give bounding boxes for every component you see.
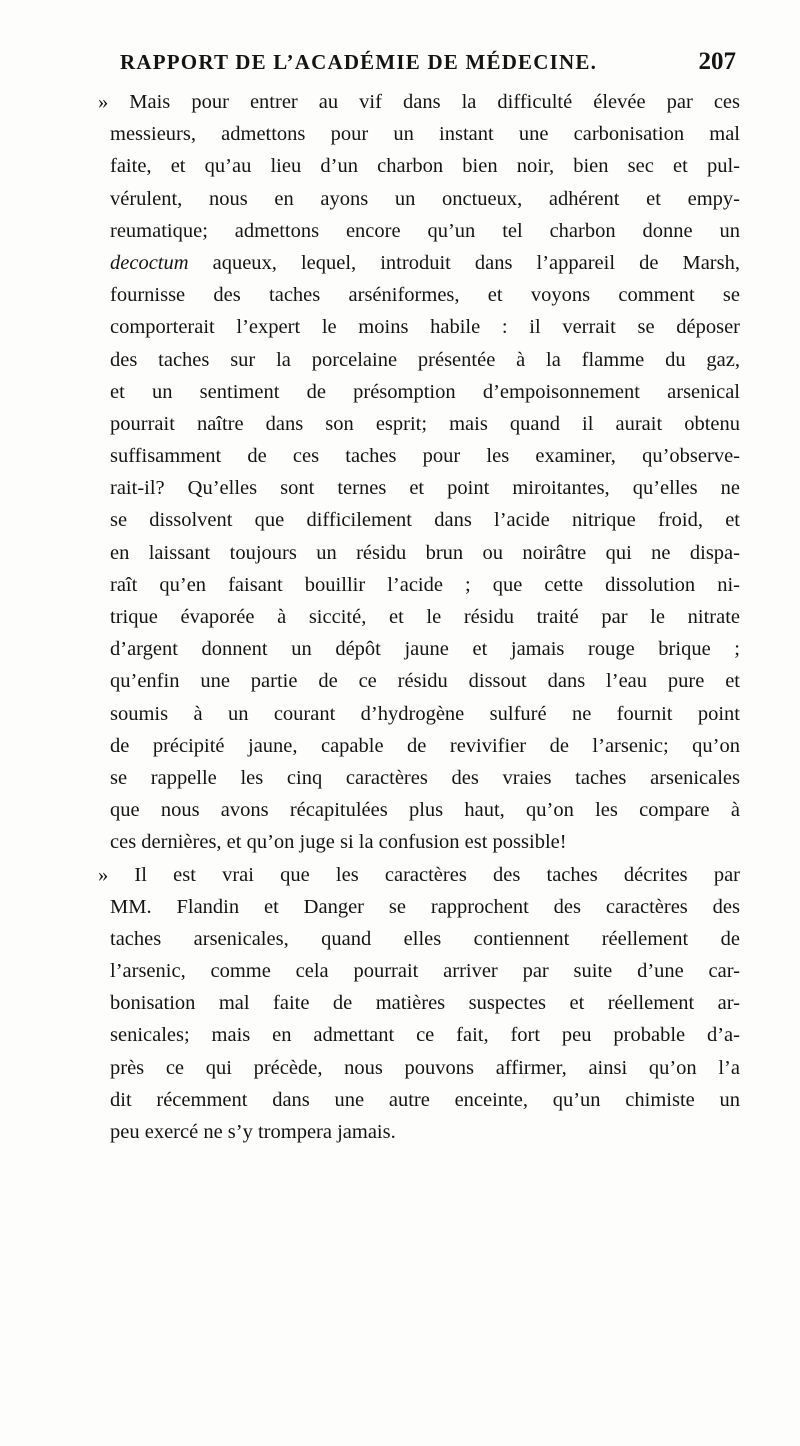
text-line: decoctum aqueux, lequel, introduit dans l’appareil de Marsh, — [110, 251, 740, 274]
text-line: vérulent, nous en ayons un onctueux, adhérent et empy- — [110, 187, 740, 210]
text-line: trique évaporée à siccité, et le résidu traité par le nitrate — [110, 606, 740, 628]
paragraph-2 — [90, 859, 740, 1149]
text-line: » Mais pour entrer au vif dans la difficulté élevée par ces — [98, 91, 740, 113]
text-line: senicales; mais en admettant ce fait, fort peu probable d’a- — [110, 1024, 740, 1047]
text-line: suffisamment de ces taches pour les examiner, qu’observe- — [110, 445, 740, 468]
text-line: en laissant toujours un résidu brun ou noirâtre qui ne dispa- — [110, 541, 740, 564]
text-line: fournisse des taches arséniformes, et voyons comment se — [110, 284, 740, 307]
page-header — [120, 50, 736, 86]
text-line: ces dernières, et qu’on juge si la confusion est possible! — [110, 831, 567, 854]
text-line: taches arsenicales, quand elles contiennent réellement de — [110, 927, 740, 950]
paragraph-1 — [90, 86, 740, 859]
text-line: comporterait l’expert le moins habile : il verrait se déposer — [110, 316, 740, 339]
text-line: soumis à un courant d’hydrogène sulfuré ne fournit point — [110, 702, 740, 725]
text-line: se rappelle les cinq caractères des vraies taches arsenicales — [110, 766, 740, 789]
text-line: l’arsenic, comme cela pourrait arriver par suite d’une car- — [110, 960, 740, 983]
text-line: » Il est vrai que les caractères des taches décrites par — [98, 863, 740, 886]
text-line: peu exercé ne s’y trompera jamais. — [110, 1121, 396, 1143]
text-line: bonisation mal faite de matières suspectes et réellement ar- — [110, 992, 740, 1015]
text-line: d’argent donnent un dépôt jaune et jamais rouge brique ; — [110, 638, 740, 661]
text-line: de précipité jaune, capable de revivifier de l’arsenic; qu’on — [110, 734, 740, 757]
text-line: reumatique; admettons encore qu’un tel charbon donne un — [110, 219, 740, 242]
text-line: faite, et qu’au lieu d’un charbon bien noir, bien sec et pul- — [110, 155, 740, 178]
text-line: raît qu’en faisant bouillir l’acide ; que cette dissolution ni- — [110, 573, 740, 596]
running-title: RAPPORT DE L’ACADÉMIE DE MÉDECINE. — [120, 50, 598, 74]
body-text — [90, 86, 740, 1148]
text-line: rait-il? Qu’elles sont ternes et point miroitantes, qu’elles ne — [110, 477, 740, 500]
text-line: et un sentiment de présomption d’empoisonnement arsenical — [110, 380, 740, 403]
page-number: 207 — [698, 48, 736, 75]
text-line: près ce qui précède, nous pouvons affirmer, ainsi qu’on l’a — [110, 1056, 740, 1079]
text-line: pourrait naître dans son esprit; mais quand il aurait obtenu — [110, 412, 740, 435]
text-line: qu’enfin une partie de ce résidu dissout dans l’eau pure et — [110, 670, 740, 693]
text-line: messieurs, admettons pour un instant une carbonisation mal — [110, 123, 740, 146]
text-line: dit récemment dans une autre enceinte, qu’un chimiste un — [110, 1088, 740, 1111]
text-line: que nous avons récapitulées plus haut, qu’on les compare à — [110, 799, 740, 822]
text-line: des taches sur la porcelaine présentée à la flamme du gaz, — [110, 348, 740, 371]
text-line: se dissolvent que difficilement dans l’acide nitrique froid, et — [110, 509, 740, 532]
italic-term: decoctum — [110, 251, 189, 274]
text-line: MM. Flandin et Danger se rapprochent des caractères des — [110, 895, 740, 918]
